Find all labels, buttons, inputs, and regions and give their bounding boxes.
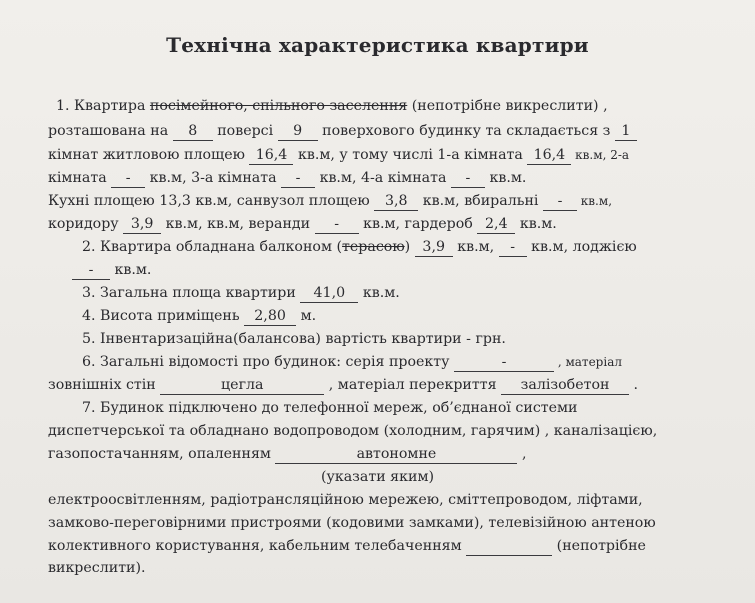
line-cable-tv: колективного користування, кабельним телебаченням (непотрібне	[48, 538, 646, 554]
document-title: Технічна характеристика квартири	[166, 33, 589, 57]
line-building-series: 6. Загальні відомості про будинок: серія проекту - , матеріал	[82, 354, 622, 370]
balcony-area-field: 3,9	[415, 239, 453, 257]
struck-text: терасою	[342, 239, 405, 255]
line-ceiling-height: 4. Висота приміщень 2,80 м.	[82, 308, 317, 324]
line-total-area: 3. Загальна площа квартири 41,0 кв.м.	[82, 285, 400, 301]
line-rooms: кімната - кв.м, 3-а кімната - кв.м, 4-а кімната - кв.м.	[48, 170, 527, 186]
line-utilities: електроосвітленням, радіотрансляційною мережею, сміттепроводом, ліфтами,	[48, 492, 643, 508]
height-field: 2,80	[244, 308, 296, 326]
line-note: викреслити).	[48, 560, 146, 576]
heating-hint: (указати яким)	[320, 469, 435, 485]
wardrobe-area-field: 2,4	[477, 216, 515, 234]
room4-area-field: -	[451, 170, 485, 188]
terrace-area-field: -	[499, 239, 527, 257]
line-intercom: замково-переговірними пристроями (кодовими замками), телевізійною антеною	[48, 515, 656, 531]
heating-field: автономне	[275, 446, 517, 464]
floor-field: 8	[173, 123, 213, 141]
cable-tv-field	[466, 538, 552, 556]
series-field: -	[454, 354, 554, 372]
corridor-area-field: 3,9	[123, 216, 161, 234]
loggia-area-field: -	[72, 262, 110, 280]
total-area-field: 41,0	[300, 285, 358, 303]
line-kitchen-bathroom: Кухні площею 13,3 кв.м, санвузол площею 3,8 кв.м, вбиральні - кв.м,	[48, 193, 613, 209]
line-balcony: 2. Квартира обладнана балконом (терасою) 3,9 кв.м, - кв.м, лоджією	[82, 239, 637, 255]
line-inventory-value: 5. Інвентаризаційна(балансова) вартість квартири - грн.	[82, 331, 506, 347]
line-loggia: - кв.м.	[72, 260, 725, 280]
room3-area-field: -	[281, 170, 315, 188]
line-living-area: кімнат житловою площею 16,4 кв.м, у тому числі 1-а кімната 16,4 кв.м, 2-а	[48, 147, 630, 163]
veranda-area-field: -	[315, 216, 359, 234]
rooms-field: 1	[615, 123, 637, 141]
struck-text: посімейного, спільного заселення	[149, 98, 408, 114]
floors-field: 9	[278, 123, 318, 141]
living-area-field: 16,4	[249, 147, 293, 165]
value-field: -	[466, 331, 471, 347]
line-apartment-type: 1. Квартира посімейного, спільного заселення (непотрібне викреслити) ,	[56, 98, 608, 114]
ceiling-material-field: залізобетон	[501, 377, 629, 395]
line-corridor: коридору 3,9 кв.м, кв.м, веранди - кв.м, гардероб 2,4 кв.м.	[48, 216, 557, 232]
wc-area-field: -	[543, 193, 577, 211]
line-location: розташована на 8 поверсі 9 поверхового будинку та складається з 1	[48, 121, 725, 141]
walls-material-field: цегла	[160, 377, 324, 395]
line-connections: 7. Будинок підключено до телефонної мереж, об’єднаної системи	[82, 400, 578, 416]
room1-area-field: 16,4	[527, 147, 571, 165]
line-materials: зовнішніх стін цегла , матеріал перекриття залізобетон .	[48, 377, 639, 393]
line-water-supply: диспетчерської та обладнано водопроводом (холодним, гарячим) , каналізацією,	[48, 423, 658, 439]
bathroom-area-field: 3,8	[374, 193, 418, 211]
line-heating: газопостачанням, опаленням автономне ,	[48, 446, 527, 462]
room2-area-field: -	[111, 170, 145, 188]
